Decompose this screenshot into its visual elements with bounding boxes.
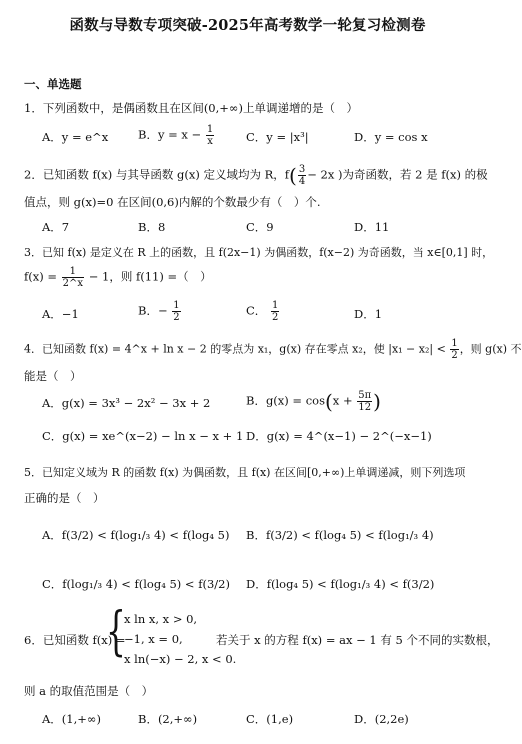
- question-6-piece-1: x ln x, x > 0,: [124, 612, 198, 626]
- question-1-option-b: B．y = x − $\frac{1}{x}$: [138, 124, 214, 147]
- question-6-post: 若关于 x 的方程 f(x) = ax − 1 有 5 个不同的实数根，: [216, 633, 499, 647]
- question-3-line-2: f(x) = $\frac{1}{2\^{}x}$ − 1，则 f(11) =（ ）: [24, 266, 212, 289]
- fraction: $\frac{1}{x}$: [206, 124, 214, 147]
- question-6-piece-2: −1, x = 0,: [124, 632, 183, 646]
- section-heading: 一、单选题: [24, 77, 82, 91]
- question-2-option-a: A．7: [42, 220, 70, 234]
- question-2-line-1: 2．已知函数 f(x) 与其导函数 g(x) 定义域均为 R，f( $\frac{3}{4}$ − 2x )为奇函数，若 2 是 f(x) 的极: [24, 163, 488, 188]
- question-4-option-c: C．g(x) = xe^(x−2) − ln x − x + 1: [42, 429, 244, 443]
- fraction: $\frac{1}{2\^{}x}$: [62, 266, 84, 289]
- question-1-option-d: D．y = cos x: [354, 130, 428, 144]
- question-5-option-c: C．f(log₁/₃ 4) < f(log₄ 5) < f(3/2): [42, 577, 230, 591]
- fraction: $\frac{3}{4}$: [298, 164, 306, 187]
- fraction: $\frac{5\pi}{12}$: [358, 390, 372, 413]
- question-6-piece-3: x ln(−x) − 2, x < 0.: [124, 652, 237, 666]
- question-3-option-d: D．1: [354, 307, 383, 321]
- piecewise-brace: {: [106, 602, 126, 662]
- question-2-option-c: C．9: [246, 220, 274, 234]
- question-2-option-b: B．8: [138, 220, 166, 234]
- question-2-line-2: 值点，则 g(x)=0 在区间(0,6)内解的个数最少有（ ）个.: [24, 195, 321, 209]
- question-5-option-d: D．f(log₄ 5) < f(log₁/₃ 4) < f(3/2): [246, 577, 435, 591]
- question-2-option-d: D．11: [354, 220, 390, 234]
- fraction: $\frac{1}{2}$: [271, 300, 279, 323]
- question-6-option-d: D．(2,2e): [354, 712, 409, 726]
- question-6-option-c: C．(1,e): [246, 712, 294, 726]
- fraction: $\frac{1}{2}$: [451, 338, 458, 361]
- question-4-option-b: B．g(x) = cos(x + $\frac{5\pi}{12}$ ): [246, 389, 381, 414]
- question-4-option-d: D．g(x) = 4^(x−1) − 2^(−x−1): [246, 429, 432, 443]
- question-6-option-a: A．(1,+∞): [42, 712, 101, 726]
- question-3-option-c: C． $\frac{1}{2}$: [246, 300, 279, 323]
- question-1-option-a: A．y = e^x: [42, 130, 109, 144]
- question-3-option-a: A．−1: [42, 307, 79, 321]
- page-title: 函数与导数专项突破-2025年高考数学一轮复习检测卷: [69, 17, 426, 34]
- question-6-option-b: B．(2,+∞): [138, 712, 198, 726]
- question-4-option-a: A．g(x) = 3x³ − 2x² − 3x + 2: [42, 396, 211, 410]
- question-5-line-2: 正确的是（ ）: [24, 491, 105, 505]
- question-6-line-2: 则 a 的取值范围是（ ）: [24, 684, 154, 698]
- question-5-option-a: A．f(3/2) < f(log₁/₃ 4) < f(log₄ 5): [42, 528, 230, 542]
- question-1-stem: 1．下列函数中，是偶函数且在区间(0,+∞)上单调递增的是（ ）: [24, 101, 358, 115]
- question-3-option-b: B．− $\frac{1}{2}$: [138, 300, 180, 323]
- question-4-line-1: 4．已知函数 f(x) = 4^x + ln x − 2 的零点为 x₁，g(x) 存在零点 x₂，使 |x₁ − x₂| < $\frac{1}{2}$ ，则 g(x) 不: [24, 338, 522, 361]
- question-1-option-c: C．y = |x³|: [246, 130, 309, 144]
- question-5-line-1: 5．已知定义域为 R 的函数 f(x) 为偶函数，且 f(x) 在区间[0,+∞)上单调递减，则下列选项: [24, 466, 466, 479]
- question-5-option-b: B．f(3/2) < f(log₄ 5) < f(log₁/₃ 4): [246, 528, 434, 542]
- fraction: $\frac{1}{2}$: [173, 300, 180, 323]
- question-6-pre: 6．已知函数 f(x) =: [24, 633, 126, 647]
- question-4-line-2: 能是（ ）: [24, 369, 82, 383]
- question-3-line-1: 3．已知 f(x) 是定义在 R 上的函数，且 f(2x−1) 为偶函数，f(x−2) 为奇函数，当 x∈[0,1] 时，: [24, 246, 494, 259]
